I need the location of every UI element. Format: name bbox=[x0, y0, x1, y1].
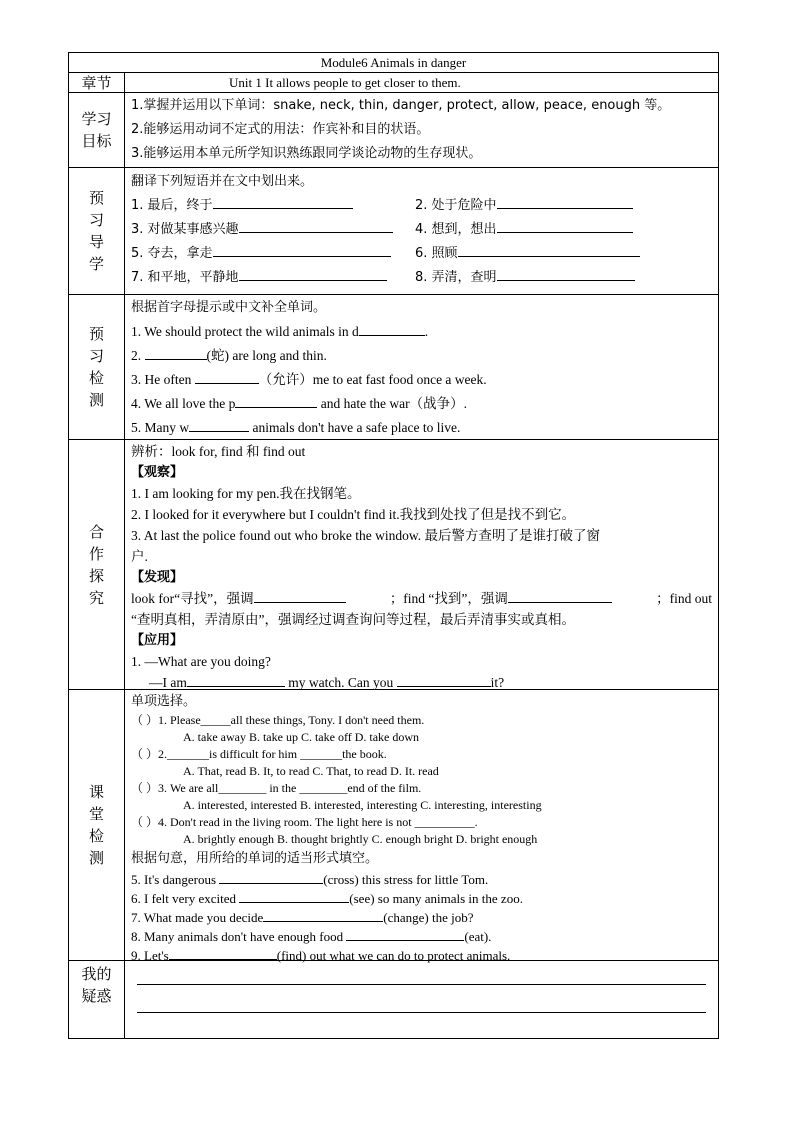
mc-options: A. brightly enough B. thought brightly C. enough bright D. bright enough bbox=[183, 832, 538, 846]
fill-item: 9. Let's (find) out what we can do to protect animals. bbox=[131, 945, 712, 964]
preview-row bbox=[69, 168, 719, 295]
explore-row bbox=[69, 440, 719, 690]
phrase-row: 5. 夺去，拿走 6. 照顾 bbox=[131, 242, 712, 266]
mc-options: A. take away B. take up C. take off D. take down bbox=[183, 730, 420, 744]
check-item: 4. We all love the p and hate the war（战争）. bbox=[131, 392, 712, 416]
fill-item: 7. What made you decide (change) the job? bbox=[131, 907, 712, 926]
module-title: Module6 Animals in danger bbox=[69, 53, 719, 73]
check-label: 预 习 检 测 bbox=[69, 295, 125, 439]
chapter-row bbox=[69, 73, 719, 93]
goal-item: 3.能够运用本单元所学知识熟练跟同学谈论动物的生存现状。 bbox=[131, 146, 482, 161]
apply-heading: 【应用】 bbox=[131, 633, 184, 648]
goals-row bbox=[69, 93, 719, 168]
doubts-row bbox=[69, 961, 719, 1039]
check-instruction: 根据首字母提示或中文补全单词。 bbox=[131, 300, 327, 315]
goals-body bbox=[125, 93, 719, 167]
mc-question: （ ）2._______is difficult for him _______the book. bbox=[131, 747, 387, 761]
phrase-row: 3. 对做某事感兴趣 4. 想到，想出 bbox=[131, 218, 712, 242]
check-body bbox=[125, 295, 719, 439]
explore-label: 合 作 探 究 bbox=[69, 440, 125, 689]
mc-heading: 单项选择。 bbox=[131, 694, 197, 709]
observe-line: 2. I looked for it everywhere but I couldn't find it.我找到处找了但是找不到它。 bbox=[131, 507, 576, 522]
check-row bbox=[69, 295, 719, 440]
fill-heading: 根据句意，用所给的单词的适当形式填空。 bbox=[131, 851, 379, 866]
observe-heading: 【观察】 bbox=[131, 465, 184, 480]
phrase-row: 1. 最后，终于 2. 处于危险中 bbox=[131, 194, 712, 218]
mc-question: （ ）1. Please_____all these things, Tony. I don't need them. bbox=[131, 713, 425, 727]
preview-instruction: 翻译下列短语并在文中划出来。 bbox=[131, 174, 314, 189]
preview-body bbox=[125, 168, 719, 294]
goal-item: 1.掌握并运用以下单词：snake, neck, thin, danger, protect, allow, peace, enough 等。 bbox=[131, 98, 671, 113]
explore-body bbox=[125, 440, 719, 689]
answer-line bbox=[137, 1012, 706, 1013]
check-item: 1. We should protect the wild animals in d . bbox=[131, 320, 712, 344]
goal-item: 2.能够运用动词不定式的用法：作宾补和目的状语。 bbox=[131, 122, 430, 137]
doubts-body bbox=[125, 961, 719, 1038]
observe-line: 3. At last the police found out who broke the window. 最后警方查明了是谁打破了窗 bbox=[131, 528, 600, 543]
mc-options: A. That, read B. It, to read C. That, to read D. It. read bbox=[183, 764, 439, 778]
goals-label: 学习 目标 bbox=[69, 93, 125, 167]
mc-options: A. interested, interested B. interested, interesting C. interesting, interesting bbox=[183, 798, 542, 812]
check-item: 3. He often （允许）me to eat fast food once a week. bbox=[131, 368, 712, 392]
check-item: 5. Many w animals don't have a safe place to live. bbox=[131, 416, 712, 440]
doubts-label: 我的 疑惑 bbox=[69, 961, 125, 1038]
worksheet-table bbox=[68, 52, 719, 1039]
discover-tail: “查明真相，弄清原由”，强调经过调查询问等过程，最后弄清事实或真相。 bbox=[131, 612, 575, 627]
apply-question: 1. —What are you doing? bbox=[131, 654, 271, 669]
discover-heading: 【发现】 bbox=[131, 570, 184, 585]
fill-item: 6. I felt very excited (see) so many animals in the zoo. bbox=[131, 888, 712, 907]
discover-line: look for“寻找”，强调 ；find “找到”，强调 ；find out bbox=[131, 588, 712, 609]
classcheck-row bbox=[69, 690, 719, 961]
chapter-label: 章节 bbox=[69, 73, 125, 92]
apply-answer: —I am my watch. Can you it? bbox=[131, 672, 712, 693]
check-item: 2. (蛇) are long and thin. bbox=[131, 344, 712, 368]
mc-question: （ ）4. Don't read in the living room. The light here is not __________. bbox=[131, 815, 478, 829]
observe-line: 1. I am looking for my pen.我在找钢笔。 bbox=[131, 486, 361, 501]
chapter-value: Unit 1 It allows people to get closer to them. bbox=[125, 73, 719, 92]
explore-intro: 辨析：look for, find 和 find out bbox=[131, 444, 306, 459]
classcheck-body bbox=[125, 690, 719, 963]
observe-line: 户. bbox=[131, 549, 148, 564]
classcheck-label: 课 堂 检 测 bbox=[69, 690, 125, 960]
fill-item: 8. Many animals don't have enough food (eat). bbox=[131, 926, 712, 945]
fill-item: 5. It's dangerous (cross) this stress for little Tom. bbox=[131, 869, 712, 888]
preview-label: 预 习 导 学 bbox=[69, 168, 125, 294]
phrase-row: 7. 和平地，平静地 8. 弄清，查明 bbox=[131, 266, 712, 290]
mc-question: （ ）3. We are all________ in the ________end of the film. bbox=[131, 781, 422, 795]
